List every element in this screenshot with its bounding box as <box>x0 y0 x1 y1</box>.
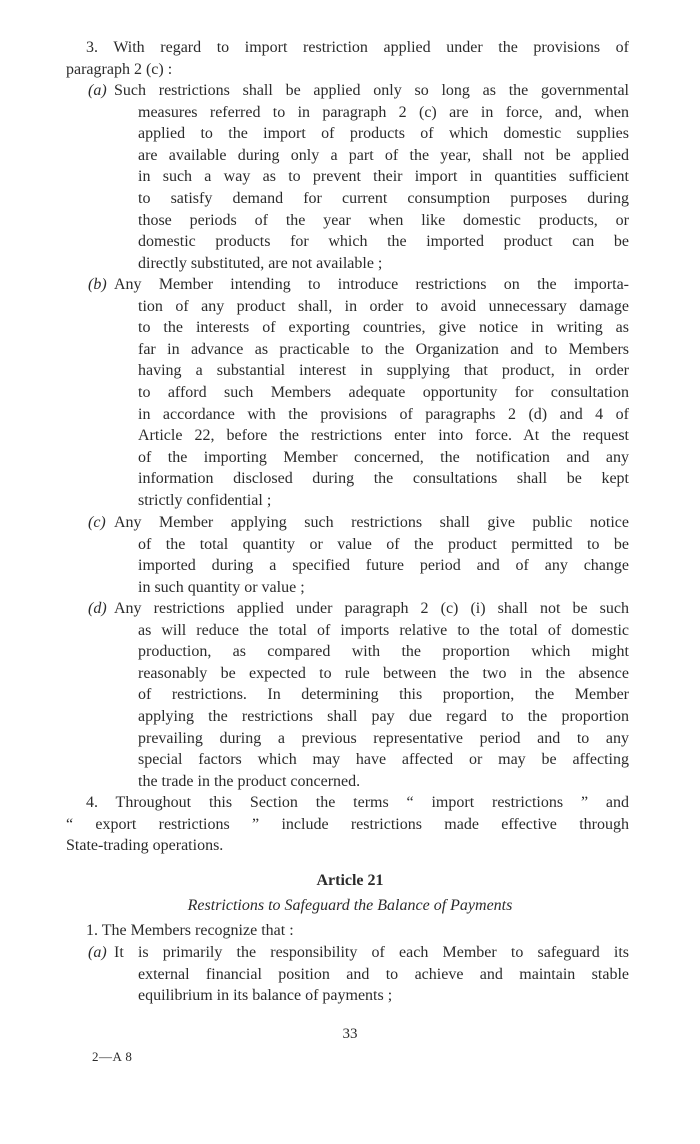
text-line: as will reduce the total of imports relative to the total of domestic <box>138 621 629 639</box>
text-line: far in advance as practicable to the Organization and to Members <box>138 340 629 358</box>
text-line: Any Member intending to introduce restrictions on the importa- <box>114 276 629 293</box>
text-line: domestic products for which the imported product can be <box>138 233 629 251</box>
text-line: are available during only a part of the year, shall not be applied <box>138 146 629 164</box>
text-line: external financial position and to achieve and maintain stable <box>138 965 629 983</box>
clause-label: (a) <box>88 82 107 99</box>
signature-mark: 2—A 8 <box>92 1049 133 1064</box>
text-line: Such restrictions shall be applied only so long as the governmental <box>114 82 629 99</box>
text-line: in such quantity or value ; <box>138 578 305 596</box>
text-line: It is primarily the responsibility of each Member to safeguard its <box>114 944 629 961</box>
text-line: 1. The Members recognize that : <box>86 922 294 939</box>
clause-label: (b) <box>88 276 107 293</box>
text-line: applied to the import of products of which domestic supplies <box>138 125 629 143</box>
text-line: imported during a specified future period and of any change <box>138 557 629 575</box>
text-line: 3. With regard to import restriction applied under the provisions of <box>86 39 629 56</box>
text-line: production, as compared with the proportion which might <box>138 643 629 661</box>
text-line: reasonably be expected to rule between the two in the absence <box>138 664 629 682</box>
text-line: 4. Throughout this Section the terms “ import restrictions ” and <box>86 794 629 811</box>
text-line: Any Member applying such restrictions shall give public notice <box>114 514 629 531</box>
text-line: prevailing during a previous representative period and to any <box>138 729 629 747</box>
clause-label: (c) <box>88 514 106 531</box>
text-line: of the importing Member concerned, the notification and any <box>138 448 629 466</box>
clause-text <box>114 598 629 792</box>
clause-text <box>114 274 629 512</box>
clause-label: (a) <box>88 944 107 961</box>
text-line: State-trading operations. <box>66 837 224 855</box>
text-line: tion of any product shall, in order to avoid unnecessary damage <box>138 297 629 315</box>
text-line: of restrictions. In determining this proportion, the Member <box>138 686 629 704</box>
clause-text <box>114 512 629 598</box>
clause-c <box>88 512 629 602</box>
text-line: to afford such Members adequate opportunity for consultation <box>138 383 629 401</box>
paragraph-4 <box>66 792 629 857</box>
paragraph-3 <box>66 37 629 80</box>
text-line: equilibrium in its balance of payments ; <box>138 987 393 1005</box>
text-line: to the interests of exporting countries, give notice in writing as <box>138 319 629 337</box>
clause-a <box>88 80 629 280</box>
text-line: Any restrictions applied under paragraph 2 (c) (i) shall not be such <box>114 600 629 617</box>
text-line: having a substantial interest in supplying that product, in order <box>138 362 629 380</box>
text-line: to satisfy demand for current consumption purposes during <box>138 189 629 207</box>
clause-d <box>88 598 629 798</box>
text-line: paragraph 2 (c) : <box>66 60 173 78</box>
article-21-paragraph-1 <box>66 920 629 942</box>
text-line: information disclosed during the consultations shall be kept <box>138 470 629 488</box>
text-line: measures referred to in paragraph 2 (c) are in force, and, when <box>138 103 629 121</box>
article-heading: Article 21 <box>316 872 384 889</box>
article-21-clause-a <box>88 942 629 1012</box>
text-line: strictly confidential ; <box>138 491 272 509</box>
text-line: Article 22, before the restrictions enter into force. At the request <box>138 427 629 445</box>
clause-text <box>114 80 629 274</box>
text-line: applying the restrictions shall pay due regard to the proportion <box>138 707 629 725</box>
text-line: “ export restrictions ” include restrictions made effective through <box>66 815 629 833</box>
text-line: special factors which may have affected or may be affecting <box>138 751 629 769</box>
article-subtitle: Restrictions to Safeguard the Balance of Payments <box>187 897 513 914</box>
page-number: 33 <box>342 1026 358 1042</box>
text-line: those periods of the year when like domestic products, or <box>138 211 629 229</box>
clause-text <box>114 942 629 1007</box>
text-line: the trade in the product concerned. <box>138 772 361 790</box>
text-line: in such a way as to prevent their import in quantities sufficient <box>138 168 629 186</box>
clause-b <box>88 274 629 514</box>
text-line: in accordance with the provisions of paragraphs 2 (d) and 4 of <box>138 405 629 423</box>
clause-label: (d) <box>88 600 107 617</box>
text-line: directly substituted, are not available ; <box>138 254 383 272</box>
text-line: of the total quantity or value of the product permitted to be <box>138 535 629 553</box>
